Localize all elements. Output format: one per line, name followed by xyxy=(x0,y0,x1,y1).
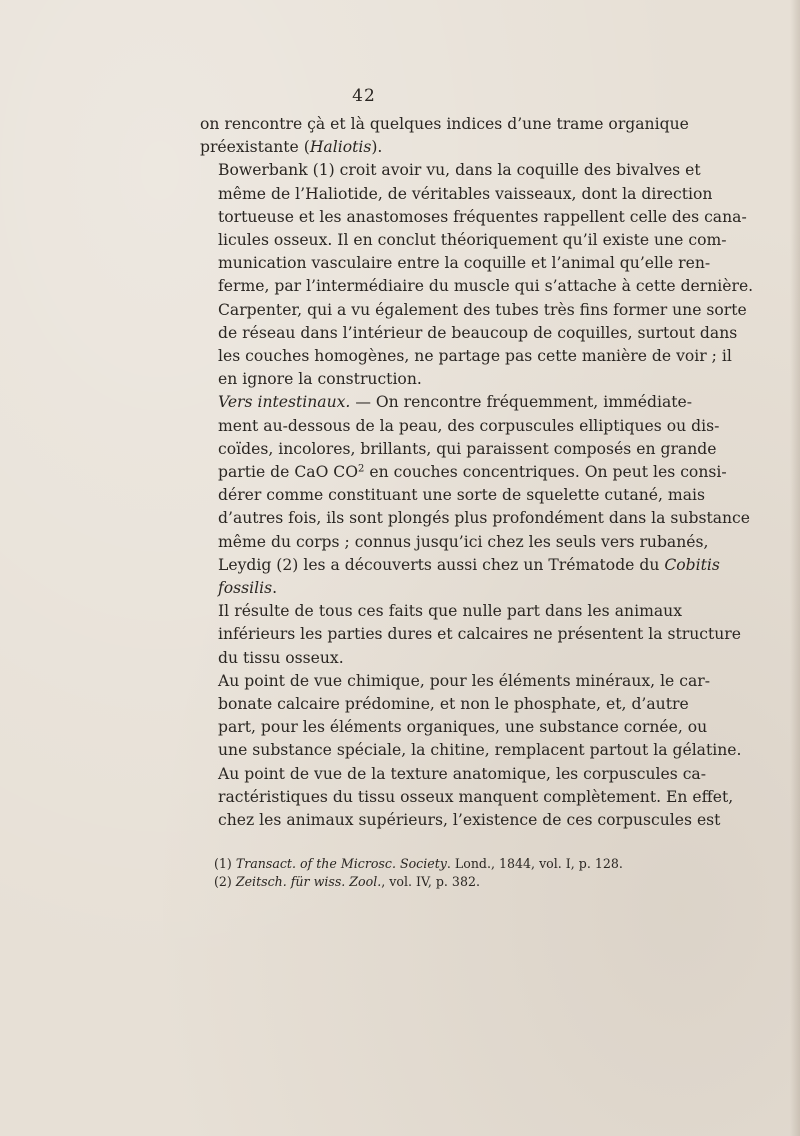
text-line xyxy=(200,391,693,414)
text-line: même de l’Haliotide, de véritables vaisseaux, dont la direction xyxy=(218,184,713,203)
text-span: . Lond., 1844, vol. I, p. 128. xyxy=(446,856,623,871)
text-line: Carpenter, qui a vu également des tubes très fins former une sorte xyxy=(218,300,747,319)
text-line: tortueuse et les anastomoses fréquentes rappellent celle des cana- xyxy=(218,207,747,226)
paragraph-4 xyxy=(200,600,741,670)
paragraph-1 xyxy=(200,113,689,159)
text-line: ractéristiques du tissu osseux manquent complètement. En effet, xyxy=(218,787,734,806)
text-line: même du corps ; connus jusqu’ici chez les seuls vers rubanés, xyxy=(218,532,709,551)
text-line: Au point de vue de la texture anatomique, les corpuscules ca- xyxy=(218,764,706,783)
text-line: une substance spéciale, la chitine, remplacent partout la gélatine. xyxy=(218,741,742,760)
text-line: Au point de vue chimique, pour les éléments minéraux, le car- xyxy=(218,671,710,690)
paragraph-6 xyxy=(200,763,734,833)
italic-text: Cobitis xyxy=(664,555,720,574)
italic-text: Zeitsch. für wiss. Zool. xyxy=(235,874,382,889)
page-number: 42 xyxy=(352,86,376,106)
page-edge-shadow xyxy=(790,0,800,1136)
paragraph-5 xyxy=(200,670,742,763)
text-line: dérer comme constituant une sorte de squelette cutané, mais xyxy=(218,486,706,505)
footnote-1 xyxy=(214,855,654,873)
superscript: 2 xyxy=(358,463,365,475)
text-line: coïdes, incolores, brillants, qui paraissent composés en grande xyxy=(218,439,717,458)
text-line: d’autres fois, ils sont plongés plus profondément dans la substance xyxy=(218,509,751,528)
body-text xyxy=(200,113,754,832)
paragraph-2 xyxy=(200,159,754,391)
footnote-number: (2) xyxy=(214,874,236,889)
text-span: — On rencontre fréquemment, immédiate- xyxy=(350,393,693,412)
text-line: inférieurs les parties dures et calcaires ne présentent la structure xyxy=(218,625,741,644)
text-span: partie de CaO CO xyxy=(218,463,359,482)
text-span: ). xyxy=(371,138,383,157)
text-line xyxy=(200,136,682,159)
text-span: . xyxy=(272,579,278,598)
footnote-2 xyxy=(214,873,654,891)
footnotes xyxy=(214,855,654,891)
text-span: Leydig (2) les a découverts aussi chez un Trématode du xyxy=(218,555,665,574)
text-line: part, pour les éléments organiques, une substance cornée, ou xyxy=(218,718,708,737)
text-line: on rencontre çà et là quelques indices d’une trame organique xyxy=(200,115,689,133)
text-line xyxy=(200,577,682,600)
text-span: préexistante ( xyxy=(200,138,310,157)
text-line: les couches homogènes, ne partage pas cette manière de voir ; il xyxy=(218,347,732,366)
text-line: bonate calcaire prédomine, et non le phosphate, et, d’autre xyxy=(218,695,689,714)
text-line: chez les animaux supérieurs, l’existence de ces corpuscules est xyxy=(218,811,721,830)
text-span: en couches concentriques. On peut les consi- xyxy=(364,463,727,482)
paragraph-3 xyxy=(200,391,751,600)
italic-text: Haliotis xyxy=(309,138,372,157)
text-line: ferme, par l’intermédiaire du muscle qui s’attache à cette dernière. xyxy=(218,277,754,296)
italic-text: Transact. of the Microsc. Society xyxy=(235,856,447,871)
footnote-number: (1) xyxy=(214,856,236,871)
text-line: Bowerbank (1) croit avoir vu, dans la coquille des bivalves et xyxy=(218,161,701,180)
text-line xyxy=(200,461,727,484)
text-line: de réseau dans l’intérieur de beaucoup de coquilles, surtout dans xyxy=(218,323,738,342)
text-line: en ignore la construction. xyxy=(218,370,422,389)
text-span: , vol. IV, p. 382. xyxy=(381,874,480,889)
text-line xyxy=(200,554,720,577)
text-line: Il résulte de tous ces faits que nulle part dans les animaux xyxy=(218,602,682,621)
text-line: du tissu osseux. xyxy=(218,648,344,667)
text-line: ment au-dessous de la peau, des corpuscules elliptiques ou dis- xyxy=(218,416,720,435)
text-line: munication vasculaire entre la coquille et l’animal qu’elle ren- xyxy=(218,254,711,273)
text-line: licules osseux. Il en conclut théoriquement qu’il existe une com- xyxy=(218,231,727,250)
italic-text: fossilis xyxy=(218,579,273,598)
italic-text: Vers intestinaux. xyxy=(218,393,351,412)
